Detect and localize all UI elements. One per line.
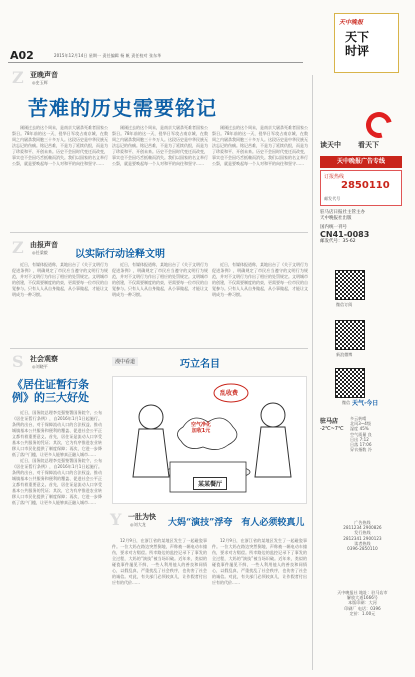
qr-block-2[interactable] (335, 320, 365, 350)
ad-label: 订报热线 (324, 174, 345, 180)
col3-body-text-2: 近日，国务院总理李克强签署国务院令，公布《居住证暂行条例》，自2016年1月1日起施行。条例的出台，对于保障流动人口的合法权益、推动城镇基本公共服务和便利的覆盖、促进社会公平正义都有着重要意义。首先，居住证是流动人口享受基本公共服务的凭证；其次，它为有序推进农业转移人口市民化提供了制度保障；再次，它进一步降低了落户门槛，让更多人能够真正融入城市…… (12, 458, 102, 505)
cn-number: CN41-0083 (320, 230, 370, 239)
col4-body-text: 12月9日，在浙江省的某地区发生了一起碰瓷事件。一位大妈在路边突然倒地，声称被一辆电动车撞伤，要求对方赔偿。所幸路边的监控记录下了事发的全过程，大妈的“演技”被当场识破。近年来，类似的碰瓷事件屡见不鲜，一些人利用他人的善良和同情心，以假乱真，严重扰乱了社会秩序，也伤害了社会的诚信。对此，有关部门必须较真儿，让作假者付出应有的代价…… (112, 538, 207, 585)
footer-line: 本版印刷：大河 (348, 600, 377, 606)
weather-line: 空气质量 良 (350, 431, 372, 437)
ad-dept: 广告热线 (354, 520, 371, 525)
weather-info (350, 416, 405, 452)
tag-author: ◎任梁毅 (32, 250, 48, 255)
col4-body-b (212, 538, 307, 663)
col2-body-b (112, 262, 208, 345)
ad-dept: 0396-2850110 (347, 546, 378, 552)
top-body-col1 (12, 125, 108, 230)
col2-body-text-b: 近日，有媒体报道称，某地出台了《关于文明行为促进条例》，明确规定了市民应当遵守的文明行为规范，并对不文明行为作出了相应的处罚规定。文明城市的创建，不仅需要制度的约束，更需要每一位市民的自觉参与。只有人人从自身做起，从小事做起，才能让文明成为一种习惯。 (112, 262, 208, 297)
tag-title: 社会观察 (30, 354, 58, 363)
col3-body (12, 410, 102, 660)
weather-line: 湿度 45% (350, 426, 369, 432)
tag-author: ◎史玉辉 (32, 80, 48, 85)
weather-block (320, 416, 405, 486)
col2-body-text: 近日，有媒体报道称，某地出台了《关于文明行为促进条例》，明确规定了市民应当遵守的文明行为规范，并对不文明行为作出了相应的处罚规定。文明城市的创建，不仅需要制度的约束，更需要每一位市民的自觉参与。只有人人从自身做起，从小事做起，才能让文明成为一种习惯。 (12, 262, 108, 297)
weather-temp: -2℃~7℃ (320, 426, 344, 432)
col4-headline: 大妈“演技”浮夸 有人必须较真儿 (168, 518, 305, 528)
weather-line: 穿衣指数 冷 (350, 447, 372, 453)
cartoon-header (110, 355, 308, 373)
publisher-info (320, 210, 405, 245)
ad-dept: 读者热线 (354, 540, 371, 546)
weather-line: 北风3~4级 (350, 421, 372, 427)
sidebar-rule (312, 75, 313, 670)
dateline: 2015年12月14日 星期一 责任编辑 杨 帆 责任校对 张东华 (54, 53, 162, 58)
cartoon-image (112, 376, 307, 504)
section-title: 天下 时评 (345, 30, 370, 58)
logo-swirl-icon (361, 107, 397, 143)
cn-label: 国内统一刊号 (320, 225, 347, 230)
qr-block-3[interactable] (335, 368, 365, 398)
ad-number: 2850110 (341, 180, 390, 191)
col2-headline: 以实际行动诠释文明 (75, 249, 165, 260)
footer-line: 天中晚报社 地址：驻马店市 (337, 590, 388, 595)
col4-body (112, 538, 207, 663)
qr2-label: 新浪微博 (336, 352, 353, 357)
top-body-text: 刚刚过去的这个周末，是南京大屠杀死难者国家公祭日。78年前的这一天，侵华日军攻占南京城，在数周之内屠杀我同胞三十多万人。这段历史是中华民族无法忘记的伤痛。铭记苦难，不是为了延续仇恨，而是为了珍爱和平、开创未来。历史不会因时代变迁而改变，事实也不会因巧舌抵赖而消失。我们以国家的名义举行公祭，就是要唤起每一个人对和平的向往和坚守…… (12, 125, 108, 166)
qr1-label: 微信订阅 (336, 302, 353, 307)
footer-info (320, 590, 405, 616)
bubble-air-fee: 空气净化 加收1元 (191, 422, 212, 434)
tag-author: ◎刘大龙 (130, 522, 146, 527)
divider-1 (10, 232, 308, 233)
col2-body-text-c: 近日，有媒体报道称，某地出台了《关于文明行为促进条例》，明确规定了市民应当遵守的文明行为规范，并对不文明行为作出了相应的处罚规定。文明城市的创建，不仅需要制度的约束，更需要每一位市民的自觉参与。只有人人从自身做起，从小事做起，才能让文明成为一种习惯。 (212, 262, 308, 297)
brand-name: 天中晚报 (339, 19, 364, 26)
top-column-tag (12, 68, 92, 90)
weather-city: 驻马店 (320, 418, 339, 425)
publisher: 驻马店日报社主管主办 天中晚报社出版 (320, 210, 365, 221)
weather-line: 日落 17:06 (350, 442, 372, 448)
cartoon-tag-title: 漫中看道 (112, 357, 138, 366)
col3-tag (12, 352, 92, 374)
tag-title: 亚晚声音 (30, 70, 58, 79)
sidebar-brand-1: 读天中 (320, 141, 341, 149)
top-body-text-2: 刚刚过去的这个周末，是南京大屠杀死难者国家公祭日。78年前的这一天，侵华日军攻占南京城，在数周之内屠杀我同胞三十多万人。这段历史是中华民族无法忘记的伤痛。铭记苦难，不是为了延续仇恨，而是为了珍爱和平、开创未来。历史不会因时代变迁而改变，事实也不会因巧舌抵赖而消失。我们以国家的名义举行公祭，就是要唤起每一个人对和平的向往和坚守…… (112, 125, 208, 166)
top-headline: 苦难的历史需要铭记 (28, 96, 217, 120)
brand-box (334, 13, 399, 73)
tag-letter: S (12, 352, 24, 371)
top-body-text-3: 刚刚过去的这个周末，是南京大屠杀死难者国家公祭日。78年前的这一天，侵华日军攻占南京城，在数周之内屠杀我同胞三十多万人。这段历史是中华民族无法忘记的伤痛。铭记苦难，不是为了延续仇恨，而是为了珍爱和平、开创未来。历史不会因时代变迁而改变，事实也不会因巧舌抵赖而消失。我们以国家的名义举行公祭，就是要唤起每一个人对和平的向往和坚守…… (212, 125, 308, 166)
sidebar-brand-2: 看天下 (358, 141, 379, 149)
ad-depts (320, 520, 405, 551)
footer-line: 定价：1.00元 (349, 610, 376, 616)
tag-letter: Y (110, 510, 122, 529)
bubble-chaos-fee: 乱收费 (220, 390, 239, 397)
page-number: A02 (10, 49, 34, 62)
postal-code: 邮发代号：35-62 (320, 239, 356, 244)
sidebar-logo (320, 112, 405, 152)
top-body-col2 (112, 125, 208, 230)
col3-body-text: 近日，国务院总理李克强签署国务院令，公布《居住证暂行条例》，自2016年1月1日起施行。条例的出台，对于保障流动人口的合法权益、推动城镇基本公共服务和便利的覆盖、促进社会公平正义都有着重要意义。首先，居住证是流动人口享受基本公共服务的凭证；其次，它为有序推进农业转移人口市民化提供了制度保障；再次，它进一步降低了落户门槛，让更多人能够真正融入城市…… (12, 410, 102, 457)
ad-dept: 2812341 2900123 (343, 535, 382, 541)
divider-2 (10, 348, 308, 349)
col2-body (12, 262, 108, 345)
weather-line: 日出 7:12 (350, 436, 369, 442)
top-body-col3 (212, 125, 308, 230)
tag-letter: Z (12, 68, 24, 87)
tag-title: 由报声音 (30, 240, 58, 249)
header-rule (8, 62, 303, 63)
cartoon-headline: 巧立名目 (180, 359, 220, 370)
weather-line: 多云转晴 (350, 416, 367, 421)
col4-body-text-b: 12月9日，在浙江省的某地区发生了一起碰瓷事件。一位大妈在路边突然倒地，声称被一辆电动车撞伤，要求对方赔偿。所幸路边的监控记录下了事发的全过程，大妈的“演技”被当场识破。近年来，类似的碰瓷事件屡见不鲜，一些人利用他人的善良和同情心，以假乱真，严重扰乱了社会秩序，也伤害了社会的诚信。对此，有关部门必须较真儿，让作假者付出应有的代价…… (212, 538, 307, 585)
footer-line: 印刷厂 电话：0396 (344, 605, 381, 611)
footer-line: 解放大道1666号 (346, 595, 379, 601)
weather-label: 天气·今日 (352, 400, 379, 407)
tag-author: ◎刘晓平 (32, 364, 48, 369)
tag-title: 一肚为快 (128, 512, 156, 521)
ad-sub: 邮发代号 (324, 196, 341, 201)
ad-dept: 发行热线 (354, 530, 371, 536)
qr-block-1[interactable] (335, 270, 365, 300)
col3-headline: 《居住证暂行条例》的三大好处 (12, 378, 89, 404)
promo-banner: 天中晚报广告专线 (320, 156, 402, 168)
col2-body-c (212, 262, 308, 345)
qr3-label: 微信 (342, 400, 351, 405)
tag-letter: Z (12, 238, 24, 257)
ad-dept: 2811234 2900826 (343, 525, 382, 531)
restaurant-sign: 某某餐厅 (193, 477, 227, 490)
subscribe-ad (320, 170, 402, 206)
